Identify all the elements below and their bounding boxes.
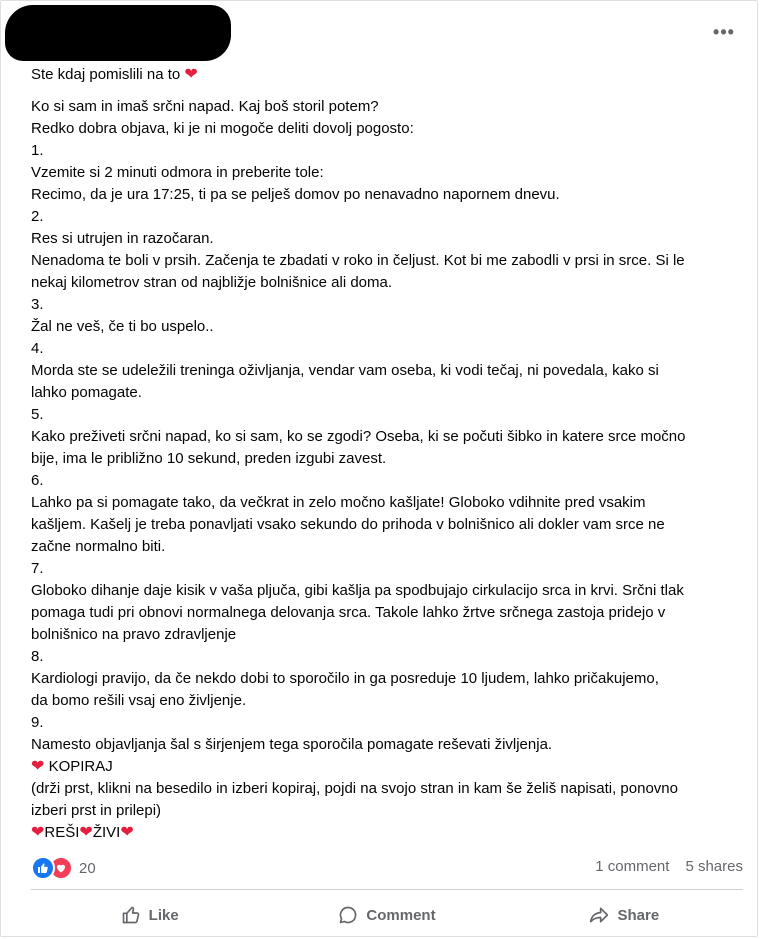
post-text-line: 3. <box>31 296 44 313</box>
post-text-line: Lahko pa si pomagate tako, da večkrat in zelo močno kašljate! Globoko vdihnite pred vsakim <box>31 494 646 511</box>
post-text-line: lahko pomagate. <box>31 384 142 401</box>
post-text-line: da bomo rešili vsaj eno življenje. <box>31 692 247 709</box>
speech-bubble-icon <box>338 905 358 925</box>
post-text-line: (drži prst, klikni na besedilo in izberi kopiraj, pojdi na svojo stran in kam še želiš napisati, ponovno <box>31 780 678 797</box>
post-text-line: bije, ima le približno 10 sekund, preden izgubi zavest. <box>31 450 387 467</box>
post-text-line: 7. <box>31 560 44 577</box>
reaction-count: 20 <box>79 859 96 877</box>
share-button[interactable] <box>506 894 743 936</box>
post-footer <box>31 856 743 882</box>
heart-emoji-icon: ❤ <box>120 824 134 841</box>
heart-emoji-icon: ❤ <box>79 824 93 841</box>
share-label: Share <box>617 906 660 924</box>
thumbs-up-icon <box>31 856 55 880</box>
post-text-line: 2. <box>31 208 44 225</box>
post-text-line: Kako preživeti srčni napad, ko si sam, ko se zgodi? Oseba, ki se počuti šibko in katere srce močno <box>31 428 686 445</box>
redacted-author-header <box>5 5 231 61</box>
post-text-line: Žal ne veš, če ti bo uspelo.. <box>31 318 214 335</box>
post-text-line: 6. <box>31 472 44 489</box>
more-options-button[interactable]: ••• <box>713 21 735 42</box>
comment-label: Comment <box>366 906 436 924</box>
post-text-line: Globoko dihanje daje kisik v vaša pljuča, gibi kašlja pa spodbujajo cirkulacijo srca in krvi. Srčni tlak <box>31 582 684 599</box>
reaction-summary[interactable] <box>31 856 96 880</box>
post-text-line: Redko dobra objava, ki je ni mogoče deliti dovolj pogosto: <box>31 120 414 137</box>
heart-emoji-icon: ❤ <box>31 824 45 841</box>
engagement-stats <box>595 858 743 875</box>
divider <box>31 889 743 890</box>
thumbs-up-outline-icon <box>121 905 141 925</box>
post-text-line: ❤ KOPIRAJ <box>31 758 113 775</box>
post-text-line: 9. <box>31 714 44 731</box>
post-text-line: Res si utrujen in razočaran. <box>31 230 214 247</box>
post-text-line: Recimo, da je ura 17:25, ti pa se pelješ domov po nenavadno napornem dnevu. <box>31 186 560 203</box>
post-text-line: kašljem. Kašelj je treba ponavljati vsako sekundo do prihoda v bolnišnico ali dokler vam srce ne <box>31 516 665 533</box>
action-bar <box>31 894 743 936</box>
post-text-line: začne normalno biti. <box>31 538 166 555</box>
post-text-line: bolnišnico na pravo zdravljenje <box>31 626 237 643</box>
post-text-line: Namesto objavljanja šal s širjenjem tega sporočila pomagate reševati življenja. <box>31 736 553 753</box>
paragraph-gap <box>31 86 743 96</box>
post-text-line: pomaga tudi pri obnovi normalnega delovanja srca. Takole lahko žrtve srčnega zastoja pridejo v <box>31 604 666 621</box>
post-text-line: Ste kdaj pomislili na to ❤ <box>31 66 198 83</box>
post-text-line: Vzemite si 2 minuti odmora in preberite tole: <box>31 164 324 181</box>
post-text <box>31 64 743 844</box>
post-text-line: ❤REŠI❤ŽIVI❤ <box>31 824 134 841</box>
post-text-line: Morda ste se udeležili treninga oživljanja, vendar vam oseba, ki vodi tečaj, ni povedala, kako si <box>31 362 659 379</box>
comment-count-link[interactable]: 1 comment <box>595 858 670 875</box>
like-button[interactable] <box>31 894 268 936</box>
post-text-line: Nenadoma te boli v prsih. Začenja te zbadati v roko in čeljust. Kot bi me zabodli v prsi in srce. Si le <box>31 252 685 269</box>
post-text-line: 5. <box>31 406 44 423</box>
post-text-line: 4. <box>31 340 44 357</box>
like-label: Like <box>148 906 179 924</box>
post-text-line: Kardiologi pravijo, da če nekdo dobi to sporočilo in ga posreduje 10 ljudem, lahko pričakujemo, <box>31 670 659 687</box>
post-text-line: Ko si sam in imaš srčni napad. Kaj boš storil potem? <box>31 98 379 115</box>
heart-emoji-icon: ❤ <box>184 66 198 83</box>
post-text-line: izberi prst in prilepi) <box>31 802 162 819</box>
share-arrow-icon <box>589 905 609 925</box>
comment-button[interactable] <box>268 894 505 936</box>
post-text-line: nekaj kilometrov stran od najbližje bolnišnice ali doma. <box>31 274 393 291</box>
heart-emoji-icon: ❤ <box>31 758 45 775</box>
post-text-line: 8. <box>31 648 44 665</box>
post-text-line: 1. <box>31 142 44 159</box>
share-count-link[interactable]: 5 shares <box>685 858 743 875</box>
